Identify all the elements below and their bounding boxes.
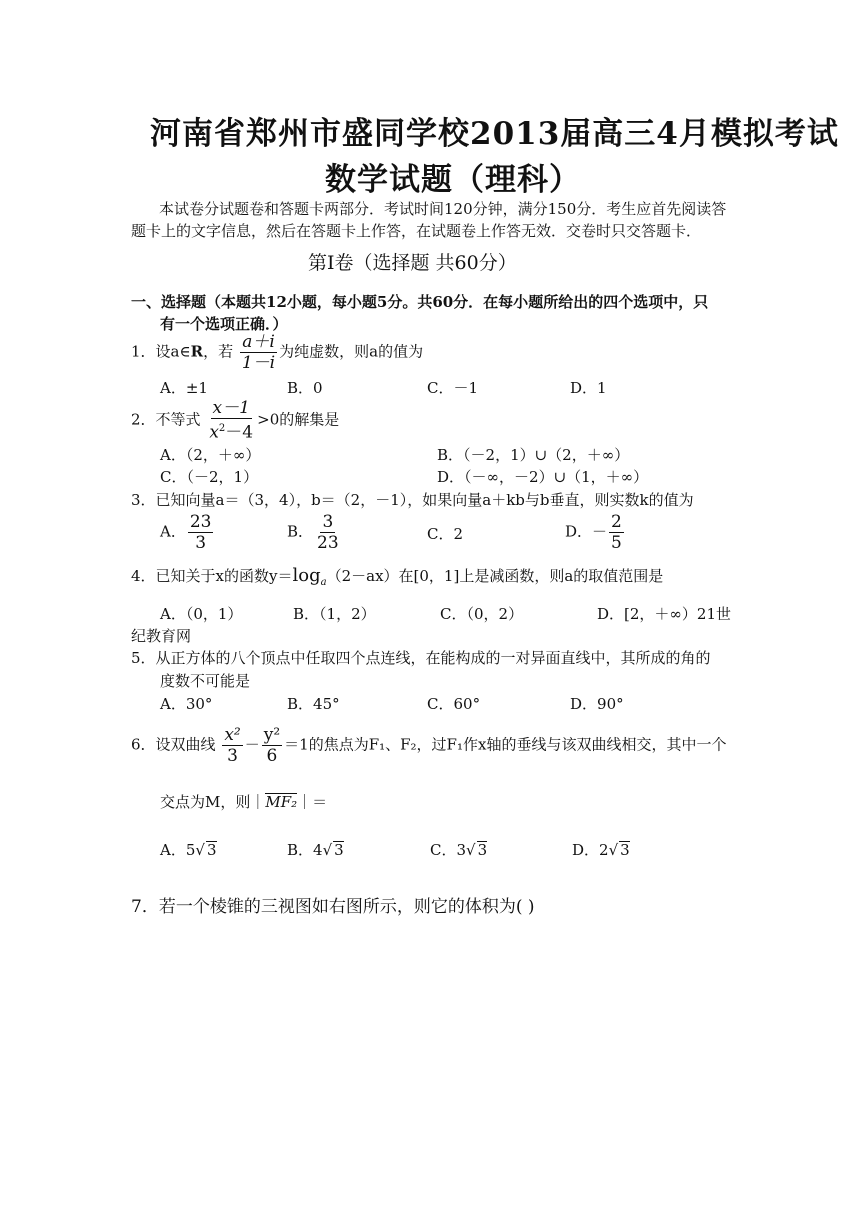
q5-option-b: B．45° [287,695,340,713]
q2-option-a: A．（2，＋∞） [160,446,261,464]
q1-option-b: B．0 [287,379,323,397]
intro-line-2: 题卡上的文字信息，然后在答题卡上作答，在试题卷上作答无效．交卷时只交答题卡． [131,222,702,240]
q6-option-b: B．4√ 3 [287,841,344,859]
exam-title: 河南省郑州市盛同学校2013届高三4月模拟考试 [150,116,839,152]
question-5-line-1: 5．从正方体的八个顶点中任取四个点连线，在能构成的一对异面直线中，其所成的角的 [131,649,711,667]
question-1 [131,332,423,373]
q6-fraction-x: $\frac{\text{x²}}{3}$ [224,725,241,766]
q4-option-a: A．（0，1） [160,605,243,623]
part1-heading-line-2: 有一个选项正确．） [160,315,288,333]
q3-option-c: C．2 [427,525,464,543]
question-3: 3．已知向量a＝（3，4），b＝（2，－1），如果向量a＋kb与b垂直，则实数k的值为 [131,491,694,509]
q1-mid: ，若 [203,342,234,361]
q6-option-c: C．3√ 3 [430,841,488,859]
section-title: 第Ⅰ卷（选择题 共60分） [308,252,517,274]
q2-prefix: 2．不等式 [131,410,201,429]
part1-heading-line-1: 一、选择题（本题共12小题，每小题5分。共60分．在每小题所给出的四个选项中，只 [131,293,709,311]
q1-option-c: C．－1 [427,379,479,397]
q2-option-c: C．（－2，1） [160,468,259,486]
q2-denominator: $x^2-4$ [209,422,254,443]
q2-numerator: x－1 [212,398,250,418]
q1-option-d: D．1 [570,379,607,397]
question-6: 6．设双曲线 $\frac{\text{x²}}{3}$ － $\frac{\text{y²}}{6}$ ＝1的焦点为F₁、F₂，过F₁作x轴的垂线与该双曲线相交，其中一个 [131,725,727,766]
q5-option-a: A．30° [160,695,213,713]
q6-fraction-y: $\frac{\text{y²}}{6}$ [263,725,281,766]
question-2 [131,398,339,443]
q4-log: log [292,565,321,586]
q1-real-set: R [190,342,204,361]
q1-numerator: a＋i [242,332,275,352]
q1-suffix: 为纯虚数，则a的值为 [279,342,424,361]
question-6-line-2: 交点为M，则｜MF₂｜＝ [160,793,328,811]
q2-option-d: D．（－∞，－2）∪（1，＋∞） [437,468,649,486]
q2-option-b: B．（－2，1）∪（2，＋∞） [437,446,630,464]
q3-option-b: B． $\frac{3}{23}$ [287,512,339,553]
q1-prefix: 1．设a∈ [131,342,191,361]
q3-option-d: D．－ $\frac{2}{5}$ [565,512,622,553]
q2-suffix: >0的解集是 [257,410,340,429]
q5-option-c: C．60° [427,695,481,713]
q4-tail: 纪教育网 [131,627,192,645]
intro-line-1: 本试卷分试题卷和答题卡两部分．考试时间120分钟，满分150分．考生应首先阅读答 [159,200,727,218]
question-7: 7．若一个棱锥的三视图如右图所示，则它的体积为( ) [131,897,535,917]
q3-option-d-fraction: $\frac{2}{5}$ [611,512,622,553]
q6-vector: MF₂ [265,793,298,811]
q3-option-b-fraction: $\frac{3}{23}$ [317,512,339,553]
q4-option-c: C．（0，2） [440,605,524,623]
q6-option-a: A．5√ 3 [160,841,217,859]
q1-fraction [240,332,277,373]
question-5-line-2: 度数不可能是 [160,672,251,690]
q2-fraction [207,398,255,443]
q1-option-a: A．±1 [160,379,208,397]
q1-denominator: 1－i [241,353,276,373]
q4-option-d: D．[2，＋∞）21世 [597,605,732,623]
question-4: 4．已知关于x的函数$y=\log_a(2-ax)$在[0，1]上是减函数，则a的取值范围是 [131,565,664,588]
q5-option-d: D．90° [570,695,624,713]
q3-option-a-fraction: $\frac{23}{3}$ [189,512,212,553]
exam-subtitle: 数学试题（理科） [325,162,581,198]
q3-option-a: A． $\frac{23}{3}$ [160,512,212,553]
q6-option-d: D．2√ 3 [572,841,630,859]
q4-option-b: B．（1，2） [293,605,376,623]
